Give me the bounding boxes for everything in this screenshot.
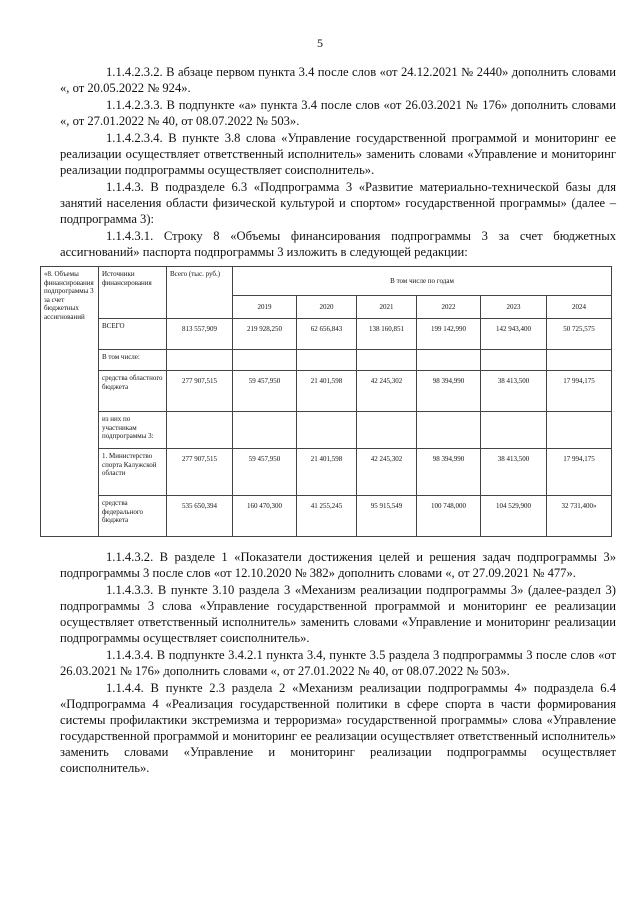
table-row bbox=[41, 319, 612, 350]
paragraph: 1.1.4.2.3.3. В подпункте «а» пункта 3.4 после слов «от 26.03.2021 № 176» дополнить словами «, от 27.01.2022 № 40, от 08.07.2022 № 503». bbox=[60, 98, 616, 128]
year-cell: 2024 bbox=[547, 296, 612, 319]
year-cell: 2021 bbox=[357, 296, 417, 319]
value-cell bbox=[417, 412, 481, 449]
row-label: 1. Министерство спорта Калужской области bbox=[99, 449, 167, 496]
value-cell: 38 413,500 bbox=[481, 449, 547, 496]
document-body bbox=[44, 64, 616, 777]
value-cell: 100 748,000 bbox=[417, 496, 481, 537]
value-cell: 199 142,990 bbox=[417, 319, 481, 350]
year-cell: 2023 bbox=[481, 296, 547, 319]
paragraph: 1.1.4.3.3. В пункте 3.10 раздела 3 «Механизм реализации подпрограммы 3» (далее-раздел 3) подпрограммы 3 слова «Управление государственной программой и мониторинг ее реализации осуществляет ответственный исполнитель» заменить словами «Управление и мониторинг реализации подпрограммы осуществляет соисполнитель». bbox=[60, 583, 616, 645]
total-header-cell: Всего (тыс. руб.) bbox=[167, 267, 233, 319]
value-cell bbox=[233, 412, 297, 449]
value-cell bbox=[357, 350, 417, 371]
row-header-cell: «8. Объемы финансирования подпрограммы 3 за счет бюджетных ассигнований bbox=[41, 267, 99, 537]
total-cell bbox=[167, 412, 233, 449]
value-cell bbox=[417, 350, 481, 371]
value-cell: 104 529,900 bbox=[481, 496, 547, 537]
total-cell: 277 907,515 bbox=[167, 449, 233, 496]
year-cell: 2019 bbox=[233, 296, 297, 319]
row-label: из них по участникам подпрограммы 3: bbox=[99, 412, 167, 449]
paragraphs-after bbox=[60, 549, 616, 776]
value-cell bbox=[233, 350, 297, 371]
paragraph: 1.1.4.2.3.2. В абзаце первом пункта 3.4 после слов «от 24.12.2021 № 2440» дополнить словами «, от 20.05.2022 № 924». bbox=[60, 65, 616, 95]
value-cell: 21 401,598 bbox=[297, 371, 357, 412]
table-row bbox=[41, 412, 612, 449]
value-cell: 138 160,851 bbox=[357, 319, 417, 350]
paragraphs-before bbox=[60, 64, 616, 260]
year-cell: 2022 bbox=[417, 296, 481, 319]
value-cell bbox=[297, 350, 357, 371]
value-cell: 98 394,990 bbox=[417, 449, 481, 496]
value-cell bbox=[481, 350, 547, 371]
table-row bbox=[41, 371, 612, 412]
value-cell: 42 245,302 bbox=[357, 449, 417, 496]
value-cell: 160 470,300 bbox=[233, 496, 297, 537]
value-cell: 50 725,575 bbox=[547, 319, 612, 350]
table-row bbox=[41, 350, 612, 371]
value-cell bbox=[547, 350, 612, 371]
total-cell: 535 650,394 bbox=[167, 496, 233, 537]
value-cell: 59 457,950 bbox=[233, 449, 297, 496]
value-cell: 38 413,500 bbox=[481, 371, 547, 412]
value-cell: 17 994,175 bbox=[547, 371, 612, 412]
paragraph: 1.1.4.3.2. В разделе 1 «Показатели достижения целей и решения задач подпрограммы 3» подпрограммы 3 после слов «от 12.10.2020 № 382» дополнить словами «, от 27.09.2021 № 477». bbox=[60, 550, 616, 580]
value-cell: 95 915,549 bbox=[357, 496, 417, 537]
total-cell bbox=[167, 350, 233, 371]
paragraph: 1.1.4.3.1. Строку 8 «Объемы финансирования подпрограммы 3 за счет бюджетных ассигнований» паспорта подпрограммы 3 изложить в следующей редакции: bbox=[60, 229, 616, 259]
value-cell: 219 928,250 bbox=[233, 319, 297, 350]
value-cell bbox=[547, 412, 612, 449]
value-cell: 21 401,598 bbox=[297, 449, 357, 496]
financing-table bbox=[40, 266, 612, 537]
value-cell: 17 994,175 bbox=[547, 449, 612, 496]
total-cell: 813 557,909 bbox=[167, 319, 233, 350]
value-cell bbox=[357, 412, 417, 449]
value-cell: 98 394,990 bbox=[417, 371, 481, 412]
row-label: средства областного бюджета bbox=[99, 371, 167, 412]
year-cell: 2020 bbox=[297, 296, 357, 319]
paragraph: 1.1.4.3.4. В подпункте 3.4.2.1 пункта 3.4, пункте 3.5 раздела 3 подпрограммы 3 после слов «от 26.03.2021 № 176» дополнить словами «, от 27.01.2022 № 40, от 08.07.2022 № 503». bbox=[60, 648, 616, 678]
years-group-header: В том числе по годам bbox=[233, 267, 612, 296]
table-row bbox=[41, 496, 612, 537]
value-cell: 62 656,843 bbox=[297, 319, 357, 350]
value-cell: 41 255,245 bbox=[297, 496, 357, 537]
value-cell bbox=[481, 412, 547, 449]
row-label: средства федерального бюджета bbox=[99, 496, 167, 537]
value-cell: 142 943,400 bbox=[481, 319, 547, 350]
value-cell: 32 731,400» bbox=[547, 496, 612, 537]
value-cell bbox=[297, 412, 357, 449]
row-label: ВСЕГО bbox=[99, 319, 167, 350]
paragraph: 1.1.4.3. В подразделе 6.3 «Подпрограмма 3 «Развитие материально-технической базы для занятий населения области физической культурой и спортом» государственной программы» (далее – подпрограмма 3): bbox=[60, 180, 616, 226]
total-cell: 277 907,515 bbox=[167, 371, 233, 412]
table-row bbox=[41, 449, 612, 496]
paragraph: 1.1.4.4. В пункте 2.3 раздела 2 «Механизм реализации подпрограммы 4» подраздела 6.4 «Подпрограмма 4 «Реализация государственной политики в сфере спорта в части формирования системы профилактики экстремизма и терроризма» государственной программы» слова «Управление государственной программой и мониторинг ее реализации осуществляет ответственный исполнитель» заменить словами «Управление и мониторинг реализации подпрограммы осуществляет соисполнитель». bbox=[60, 681, 616, 775]
row-label: В том числе: bbox=[99, 350, 167, 371]
value-cell: 59 457,950 bbox=[233, 371, 297, 412]
table-header-row bbox=[41, 267, 612, 296]
source-header-cell: Источники финансирования bbox=[99, 267, 167, 319]
value-cell: 42 245,302 bbox=[357, 371, 417, 412]
page-number: 5 bbox=[317, 36, 323, 50]
paragraph: 1.1.4.2.3.4. В пункте 3.8 слова «Управление государственной программой и мониторинг ее реализации осуществляет ответственный исполнитель» заменить словами «Управление и мониторинг реализации подпрограммы осуществляет соисполнитель». bbox=[60, 131, 616, 177]
